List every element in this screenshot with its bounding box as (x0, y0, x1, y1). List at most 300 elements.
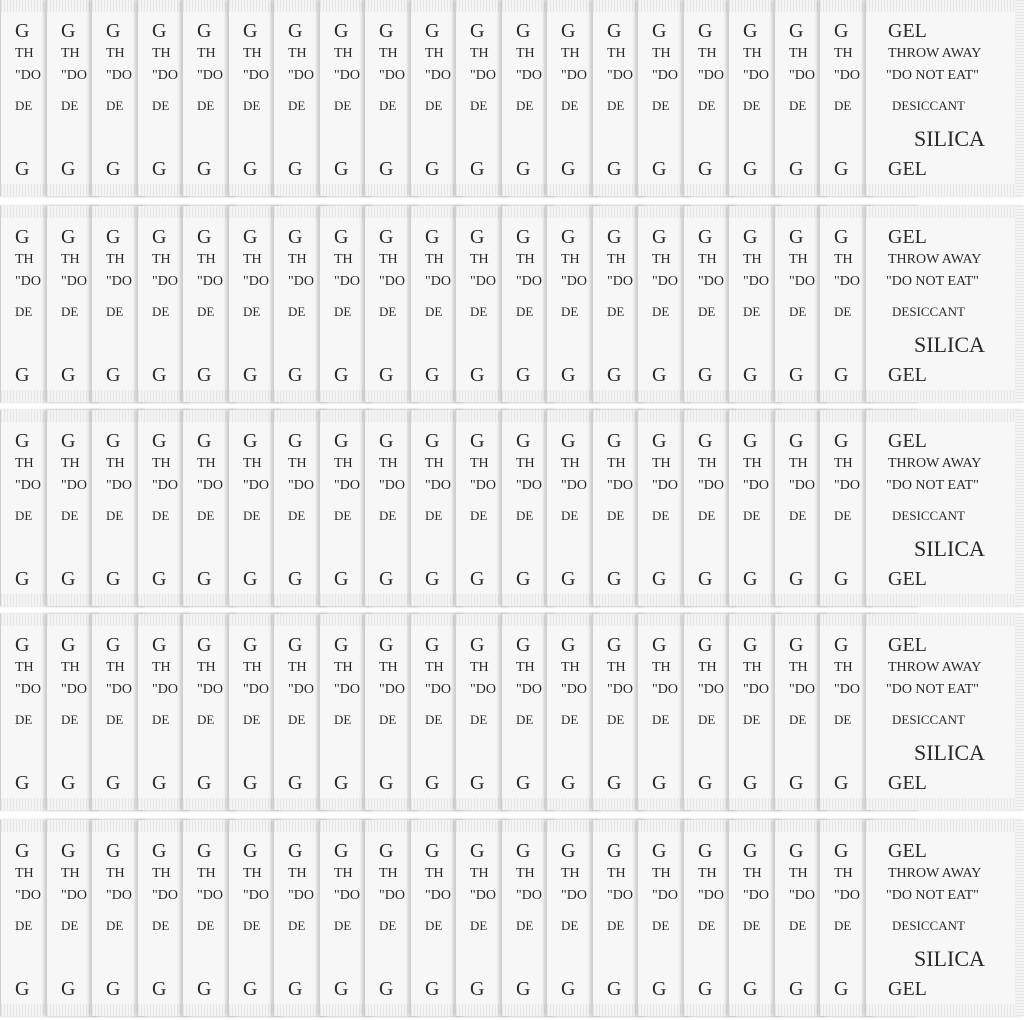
packet-text-gel-bottom: G (834, 158, 849, 180)
packet-text-do-not-eat: "DO (607, 68, 633, 83)
packet-text-gel: G (106, 840, 121, 862)
packet-text-do-not-eat: "DO (15, 888, 41, 903)
packet-text-desiccant: DE (652, 304, 670, 319)
packet-text-throw-away: THROW AWAY (888, 660, 982, 675)
packet-seal-side (1015, 820, 1024, 1016)
packet-text-gel-bottom: G (61, 364, 76, 386)
packet-text-throw-away: TH (334, 252, 353, 267)
packet-text-throw-away: TH (607, 660, 626, 675)
packet-text-gel: G (561, 430, 576, 452)
packet-text-desiccant: DE (698, 304, 716, 319)
packet-text-do-not-eat: "DO (516, 274, 542, 289)
packet-seal-side (1015, 410, 1024, 606)
packet-text-throw-away: TH (652, 252, 671, 267)
packet-text-gel: G (698, 430, 713, 452)
packet-seal-bot (866, 1004, 1024, 1016)
packet-text-gel: GEL (888, 226, 927, 248)
packet-text-desiccant: DE (698, 712, 716, 727)
packet-text-gel: G (243, 430, 258, 452)
packet-text-desiccant: DE (607, 304, 625, 319)
packet-text-desiccant: DE (61, 918, 79, 933)
packet-text-desiccant: DE (197, 918, 215, 933)
packet-text-gel-bottom: G (607, 568, 622, 590)
packet-text-gel: G (607, 226, 622, 248)
packet-text-throw-away: TH (516, 252, 535, 267)
packet-text-do-not-eat: "DO (834, 274, 860, 289)
packet-text-desiccant: DE (789, 98, 807, 113)
packet-text-do-not-eat: "DO (243, 274, 269, 289)
packet-text-do-not-eat: "DO (652, 682, 678, 697)
packet-text-desiccant: DE (425, 508, 443, 523)
packet-text-do-not-eat: "DO (243, 478, 269, 493)
packet-text-do-not-eat: "DO (834, 682, 860, 697)
packet-text-do-not-eat: "DO (561, 274, 587, 289)
packet-text-do-not-eat: "DO (652, 888, 678, 903)
packet-text-gel-bottom: G (288, 978, 303, 1000)
packet-text-throw-away: TH (379, 866, 398, 881)
packet-text-gel-bottom: G (834, 772, 849, 794)
packet-text-gel-bottom: G (379, 772, 394, 794)
packet-text-gel: G (470, 20, 485, 42)
packet-seal-bot (866, 184, 1024, 196)
packet-text-gel-bottom: GEL (888, 158, 927, 180)
packet-text-desiccant: DE (789, 508, 807, 523)
packet-text-throw-away: TH (243, 252, 262, 267)
packet-text-throw-away: TH (470, 456, 489, 471)
packet-text-desiccant: DE (743, 918, 761, 933)
packet-text-gel-bottom: GEL (888, 772, 927, 794)
packet-text-do-not-eat: "DO NOT EAT" (886, 274, 979, 289)
packet-text-do-not-eat: "DO (698, 682, 724, 697)
packet-text-gel-bottom: G (61, 568, 76, 590)
packet-text-desiccant: DE (789, 918, 807, 933)
packet-text-gel-bottom: G (243, 364, 258, 386)
packet-text-desiccant: DE (379, 508, 397, 523)
packet-text-gel: G (243, 634, 258, 656)
packet-text-throw-away: TH (834, 252, 853, 267)
packet-text-gel: G (15, 430, 30, 452)
packet-text-throw-away: TH (698, 456, 717, 471)
packet-text-gel: GEL (888, 840, 927, 862)
packet-text-do-not-eat: "DO NOT EAT" (886, 68, 979, 83)
packet-text-gel-bottom: G (425, 772, 440, 794)
packet-text-gel-bottom: G (743, 772, 758, 794)
packet-text-desiccant: DE (652, 918, 670, 933)
packet-text-throw-away: TH (834, 46, 853, 61)
packet-text-gel: G (15, 634, 30, 656)
packet-text-do-not-eat: "DO (561, 888, 587, 903)
packet-text-desiccant: DE (425, 304, 443, 319)
packet-text-do-not-eat: "DO (425, 888, 451, 903)
packet-text-throw-away: TH (789, 456, 808, 471)
packet-text-desiccant: DE (334, 918, 352, 933)
packet-text-desiccant: DE (743, 508, 761, 523)
packet-text-do-not-eat: "DO (61, 478, 87, 493)
packet-text-gel-bottom: GEL (888, 364, 927, 386)
packet-text-desiccant: DE (470, 508, 488, 523)
packet-text-gel-bottom: G (652, 158, 667, 180)
packet-text-do-not-eat: "DO (789, 274, 815, 289)
packet-text-desiccant: DESICCANT (892, 712, 965, 727)
packet-text-do-not-eat: "DO (288, 68, 314, 83)
packet-text-gel: G (379, 430, 394, 452)
packet-seal-top (866, 614, 1024, 626)
packet-text-throw-away: TH (61, 252, 80, 267)
packet-text-gel-bottom: G (152, 978, 167, 1000)
packet-text-desiccant: DE (698, 98, 716, 113)
packet-text-gel-bottom: G (334, 364, 349, 386)
packet-text-desiccant: DE (834, 304, 852, 319)
packet-text-throw-away: TH (470, 46, 489, 61)
packet-seal-side (1015, 614, 1024, 810)
packet-text-gel: G (243, 226, 258, 248)
packet-text-desiccant: DE (379, 918, 397, 933)
packet-text-gel-bottom: G (516, 978, 531, 1000)
packet-text-gel: G (425, 430, 440, 452)
packet-text-gel: G (334, 634, 349, 656)
packet-text-do-not-eat: "DO (379, 68, 405, 83)
packet-text-gel-bottom: G (743, 978, 758, 1000)
packet-text-throw-away: TH (516, 456, 535, 471)
packet-text-throw-away: TH (652, 46, 671, 61)
packet-text-throw-away: TH (561, 252, 580, 267)
packet-text-do-not-eat: "DO (243, 888, 269, 903)
packet-text-throw-away: TH (516, 866, 535, 881)
packet-text-do-not-eat: "DO (197, 274, 223, 289)
packet-text-throw-away: TH (470, 866, 489, 881)
packet-text-gel-bottom: G (516, 772, 531, 794)
packet-text-gel-bottom: G (789, 978, 804, 1000)
packet-text-throw-away: TH (61, 866, 80, 881)
packet-text-do-not-eat: "DO (379, 682, 405, 697)
packet-text-desiccant: DE (288, 712, 306, 727)
packet-text-do-not-eat: "DO (379, 888, 405, 903)
packet-text-desiccant: DE (379, 304, 397, 319)
packet-text-desiccant: DE (243, 304, 261, 319)
packet-text-gel: G (288, 430, 303, 452)
packet-text-desiccant: DE (516, 918, 534, 933)
packet-text-throw-away: TH (197, 252, 216, 267)
packet-text-gel-bottom: G (561, 158, 576, 180)
packet-text-gel-bottom: G (834, 364, 849, 386)
packet-text-throw-away: TH (106, 46, 125, 61)
packet-text-desiccant: DE (288, 918, 306, 933)
packet-text-throw-away: TH (243, 866, 262, 881)
packet-text-do-not-eat: "DO (425, 682, 451, 697)
packet-text-throw-away: TH (425, 660, 444, 675)
packet-text-do-not-eat: "DO (834, 888, 860, 903)
packet-text-gel-bottom: G (743, 568, 758, 590)
packet-text-gel-bottom: G (743, 364, 758, 386)
packet-seal-bot (866, 798, 1024, 810)
packet-text-gel-bottom: G (334, 978, 349, 1000)
packet-text-do-not-eat: "DO (470, 68, 496, 83)
packet-text-desiccant: DE (789, 304, 807, 319)
packet-text-gel: G (607, 840, 622, 862)
packet-seal-top (866, 206, 1024, 218)
packet-row (0, 206, 1024, 402)
packet-text-gel: G (197, 226, 212, 248)
packet-text-do-not-eat: "DO (61, 682, 87, 697)
packet-text-desiccant: DE (106, 304, 124, 319)
packet-text-throw-away: TH (288, 252, 307, 267)
packet-text-gel: G (698, 840, 713, 862)
packet-text-do-not-eat: "DO (425, 478, 451, 493)
packet-text-desiccant: DE (106, 712, 124, 727)
packet-text-throw-away: TH (789, 660, 808, 675)
packet-text-gel-bottom: GEL (888, 978, 927, 1000)
packet-text-do-not-eat: "DO (243, 68, 269, 83)
packet-text-desiccant: DESICCANT (892, 508, 965, 523)
packet-text-gel-bottom: G (516, 364, 531, 386)
packet-row (0, 0, 1024, 196)
packet-text-do-not-eat: "DO (743, 478, 769, 493)
packet-text-gel-bottom: G (652, 978, 667, 1000)
packet-text-gel: G (652, 634, 667, 656)
packet-text-throw-away: TH (334, 660, 353, 675)
packet-seal-top (866, 410, 1024, 422)
packet-text-throw-away: TH (15, 46, 34, 61)
packet-text-desiccant: DE (152, 304, 170, 319)
packet-text-desiccant: DE (652, 508, 670, 523)
packet-text-desiccant: DE (516, 712, 534, 727)
packet-text-throw-away: TH (106, 456, 125, 471)
packet-text-desiccant: DE (15, 304, 33, 319)
packet-text-desiccant: DESICCANT (892, 304, 965, 319)
packet-text-desiccant: DE (425, 98, 443, 113)
packet-text-gel-bottom: G (243, 568, 258, 590)
packet-text-desiccant: DE (516, 304, 534, 319)
packet-text-throw-away: TH (425, 456, 444, 471)
packet-text-desiccant: DE (334, 98, 352, 113)
packet-text-do-not-eat: "DO NOT EAT" (886, 478, 979, 493)
packet-text-do-not-eat: "DO (607, 478, 633, 493)
packet-text-desiccant: DE (334, 508, 352, 523)
packet-text-desiccant: DE (607, 918, 625, 933)
packet-text-throw-away: TH (61, 46, 80, 61)
packet-text-throw-away: TH (516, 660, 535, 675)
packet-text-gel: G (61, 840, 76, 862)
packet-text-do-not-eat: "DO (15, 68, 41, 83)
packet-text-do-not-eat: "DO (789, 478, 815, 493)
packet-text-throw-away: TH (197, 866, 216, 881)
packet-text-throw-away: TH (789, 866, 808, 881)
packet-text-throw-away: TH (106, 660, 125, 675)
packet-text-throw-away: TH (652, 456, 671, 471)
packet-text-do-not-eat: "DO (516, 682, 542, 697)
packet-text-desiccant: DE (425, 918, 443, 933)
packet-text-silica: SILICA (914, 332, 985, 357)
packet-text-do-not-eat: "DO (288, 478, 314, 493)
packet-text-gel-bottom: G (561, 978, 576, 1000)
packet-text-throw-away: TH (834, 660, 853, 675)
packet-text-gel: G (652, 20, 667, 42)
packet-text-gel-bottom: G (561, 772, 576, 794)
packet-text-gel-bottom: G (334, 158, 349, 180)
packet-text-throw-away: TH (607, 46, 626, 61)
packet-text-gel-bottom: G (789, 772, 804, 794)
packet-text-gel: G (152, 840, 167, 862)
packet-text-desiccant: DE (243, 712, 261, 727)
packet-text-gel: G (834, 430, 849, 452)
packet-text-gel: G (106, 226, 121, 248)
packet-text-throw-away: TH (743, 866, 762, 881)
packet-text-throw-away: TH (561, 866, 580, 881)
packet-text-gel-bottom: G (152, 568, 167, 590)
packet-text-do-not-eat: "DO (698, 68, 724, 83)
packet-seal-top (866, 0, 1024, 12)
packet-text-do-not-eat: "DO (15, 478, 41, 493)
packet-text-gel: G (106, 20, 121, 42)
packet-text-gel: G (470, 634, 485, 656)
packet-text-gel-bottom: G (197, 568, 212, 590)
packet-text-gel-bottom: G (834, 568, 849, 590)
packet-text-desiccant: DE (470, 712, 488, 727)
packet-text-desiccant: DE (197, 712, 215, 727)
packet-text-throw-away: TH (561, 456, 580, 471)
packet-text-gel: G (743, 634, 758, 656)
packet-seal-bot (866, 390, 1024, 402)
packet-text-desiccant: DE (561, 712, 579, 727)
packet-text-desiccant: DE (652, 98, 670, 113)
packet-text-throw-away: TH (197, 660, 216, 675)
packet-text-gel: G (61, 20, 76, 42)
packet-text-throw-away: TH (288, 456, 307, 471)
packet-text-gel: G (379, 20, 394, 42)
packet-text-desiccant: DE (15, 508, 33, 523)
packet-text-gel-bottom: G (152, 772, 167, 794)
packet-text-gel-bottom: G (379, 158, 394, 180)
packet-text-do-not-eat: "DO (379, 478, 405, 493)
packet-text-do-not-eat: "DO (61, 888, 87, 903)
packet-text-do-not-eat: "DO NOT EAT" (886, 888, 979, 903)
packet-text-throw-away: THROW AWAY (888, 252, 982, 267)
packet-text-gel-bottom: G (425, 158, 440, 180)
packet-text-desiccant: DE (834, 918, 852, 933)
packet-text-do-not-eat: "DO (516, 888, 542, 903)
packet-text-gel-bottom: G (698, 568, 713, 590)
packet-text-desiccant: DE (152, 508, 170, 523)
packet-text-gel: G (834, 20, 849, 42)
packet-text-gel: GEL (888, 430, 927, 452)
packet-text-gel: G (516, 226, 531, 248)
packet-text-throw-away: TH (743, 456, 762, 471)
packet-text-gel-bottom: G (698, 772, 713, 794)
packet-text-do-not-eat: "DO (834, 478, 860, 493)
packet-text-do-not-eat: "DO (607, 682, 633, 697)
packet-text-gel: G (607, 430, 622, 452)
packet-text-gel: G (516, 840, 531, 862)
packet-text-gel: G (197, 634, 212, 656)
packet-text-gel: G (288, 634, 303, 656)
packet-text-do-not-eat: "DO (743, 682, 769, 697)
packet-text-gel: G (743, 20, 758, 42)
packet-text-gel: G (470, 226, 485, 248)
packet-text-gel: G (561, 20, 576, 42)
packet-text-gel: G (61, 634, 76, 656)
packet-text-gel: G (61, 226, 76, 248)
packet-text-throw-away: TH (152, 456, 171, 471)
packet-text-do-not-eat: "DO (288, 682, 314, 697)
packet-text-desiccant: DE (197, 304, 215, 319)
packet-text-throw-away: TH (106, 866, 125, 881)
packet-text-desiccant: DE (61, 304, 79, 319)
packet-text-desiccant: DE (152, 98, 170, 113)
packet-text-gel-bottom: G (15, 158, 30, 180)
packet-text-gel: G (379, 226, 394, 248)
packet-text-do-not-eat: "DO (425, 274, 451, 289)
packet-text-gel: G (425, 634, 440, 656)
packet-text-do-not-eat: "DO (197, 888, 223, 903)
packet-text-gel: G (425, 20, 440, 42)
packet-text-throw-away: TH (789, 46, 808, 61)
packet-text-desiccant: DE (698, 508, 716, 523)
packet-text-throw-away: TH (652, 866, 671, 881)
packet-text-throw-away: TH (152, 46, 171, 61)
packet-text-throw-away: TH (470, 252, 489, 267)
packet-text-gel-bottom: G (197, 772, 212, 794)
packet-text-desiccant: DE (61, 712, 79, 727)
packet-text-gel-bottom: G (197, 158, 212, 180)
packet-text-desiccant: DE (789, 712, 807, 727)
packet-text-desiccant: DE (607, 508, 625, 523)
packet-text-gel: G (288, 226, 303, 248)
packet-text-gel: G (334, 430, 349, 452)
packet-text-desiccant: DE (106, 918, 124, 933)
packet-text-desiccant: DE (288, 508, 306, 523)
packet-text-gel-bottom: G (106, 158, 121, 180)
packet-text-throw-away: TH (15, 252, 34, 267)
packet-text-do-not-eat: "DO (106, 274, 132, 289)
packet-text-desiccant: DE (516, 508, 534, 523)
packet-text-desiccant: DE (834, 712, 852, 727)
packet-text-throw-away: TH (15, 456, 34, 471)
packet-text-do-not-eat: "DO (106, 888, 132, 903)
packet-text-throw-away: TH (15, 866, 34, 881)
packet-text-gel-bottom: G (243, 158, 258, 180)
packet-text-gel-bottom: G (15, 772, 30, 794)
packet-text-do-not-eat: "DO (607, 888, 633, 903)
packet-text-desiccant: DESICCANT (892, 918, 965, 933)
packet-text-do-not-eat: "DO (152, 68, 178, 83)
packet-text-gel: G (15, 20, 30, 42)
packet-text-throw-away: TH (288, 866, 307, 881)
packet-text-do-not-eat: "DO (652, 68, 678, 83)
packet-text-do-not-eat: "DO (288, 888, 314, 903)
packet-text-do-not-eat: "DO (425, 68, 451, 83)
packet-text-throw-away: TH (834, 866, 853, 881)
packet-seal-bot (866, 594, 1024, 606)
packet-text-do-not-eat: "DO (652, 274, 678, 289)
packet-text-gel-bottom: G (61, 158, 76, 180)
packet-text-desiccant: DE (652, 712, 670, 727)
front-packet (865, 0, 1024, 196)
packet-text-throw-away: TH (243, 660, 262, 675)
packet-text-throw-away: TH (152, 252, 171, 267)
packet-text-desiccant: DE (334, 304, 352, 319)
packet-text-desiccant: DE (15, 712, 33, 727)
packet-text-gel: G (425, 840, 440, 862)
packet-text-gel-bottom: G (516, 158, 531, 180)
packet-text-do-not-eat: "DO (743, 888, 769, 903)
packet-text-silica: SILICA (914, 740, 985, 765)
packet-text-do-not-eat: "DO (152, 274, 178, 289)
packet-text-gel: G (561, 634, 576, 656)
packet-text-do-not-eat: "DO (470, 274, 496, 289)
packet-text-silica: SILICA (914, 126, 985, 151)
packet-text-gel: G (789, 634, 804, 656)
packet-text-silica: SILICA (914, 536, 985, 561)
